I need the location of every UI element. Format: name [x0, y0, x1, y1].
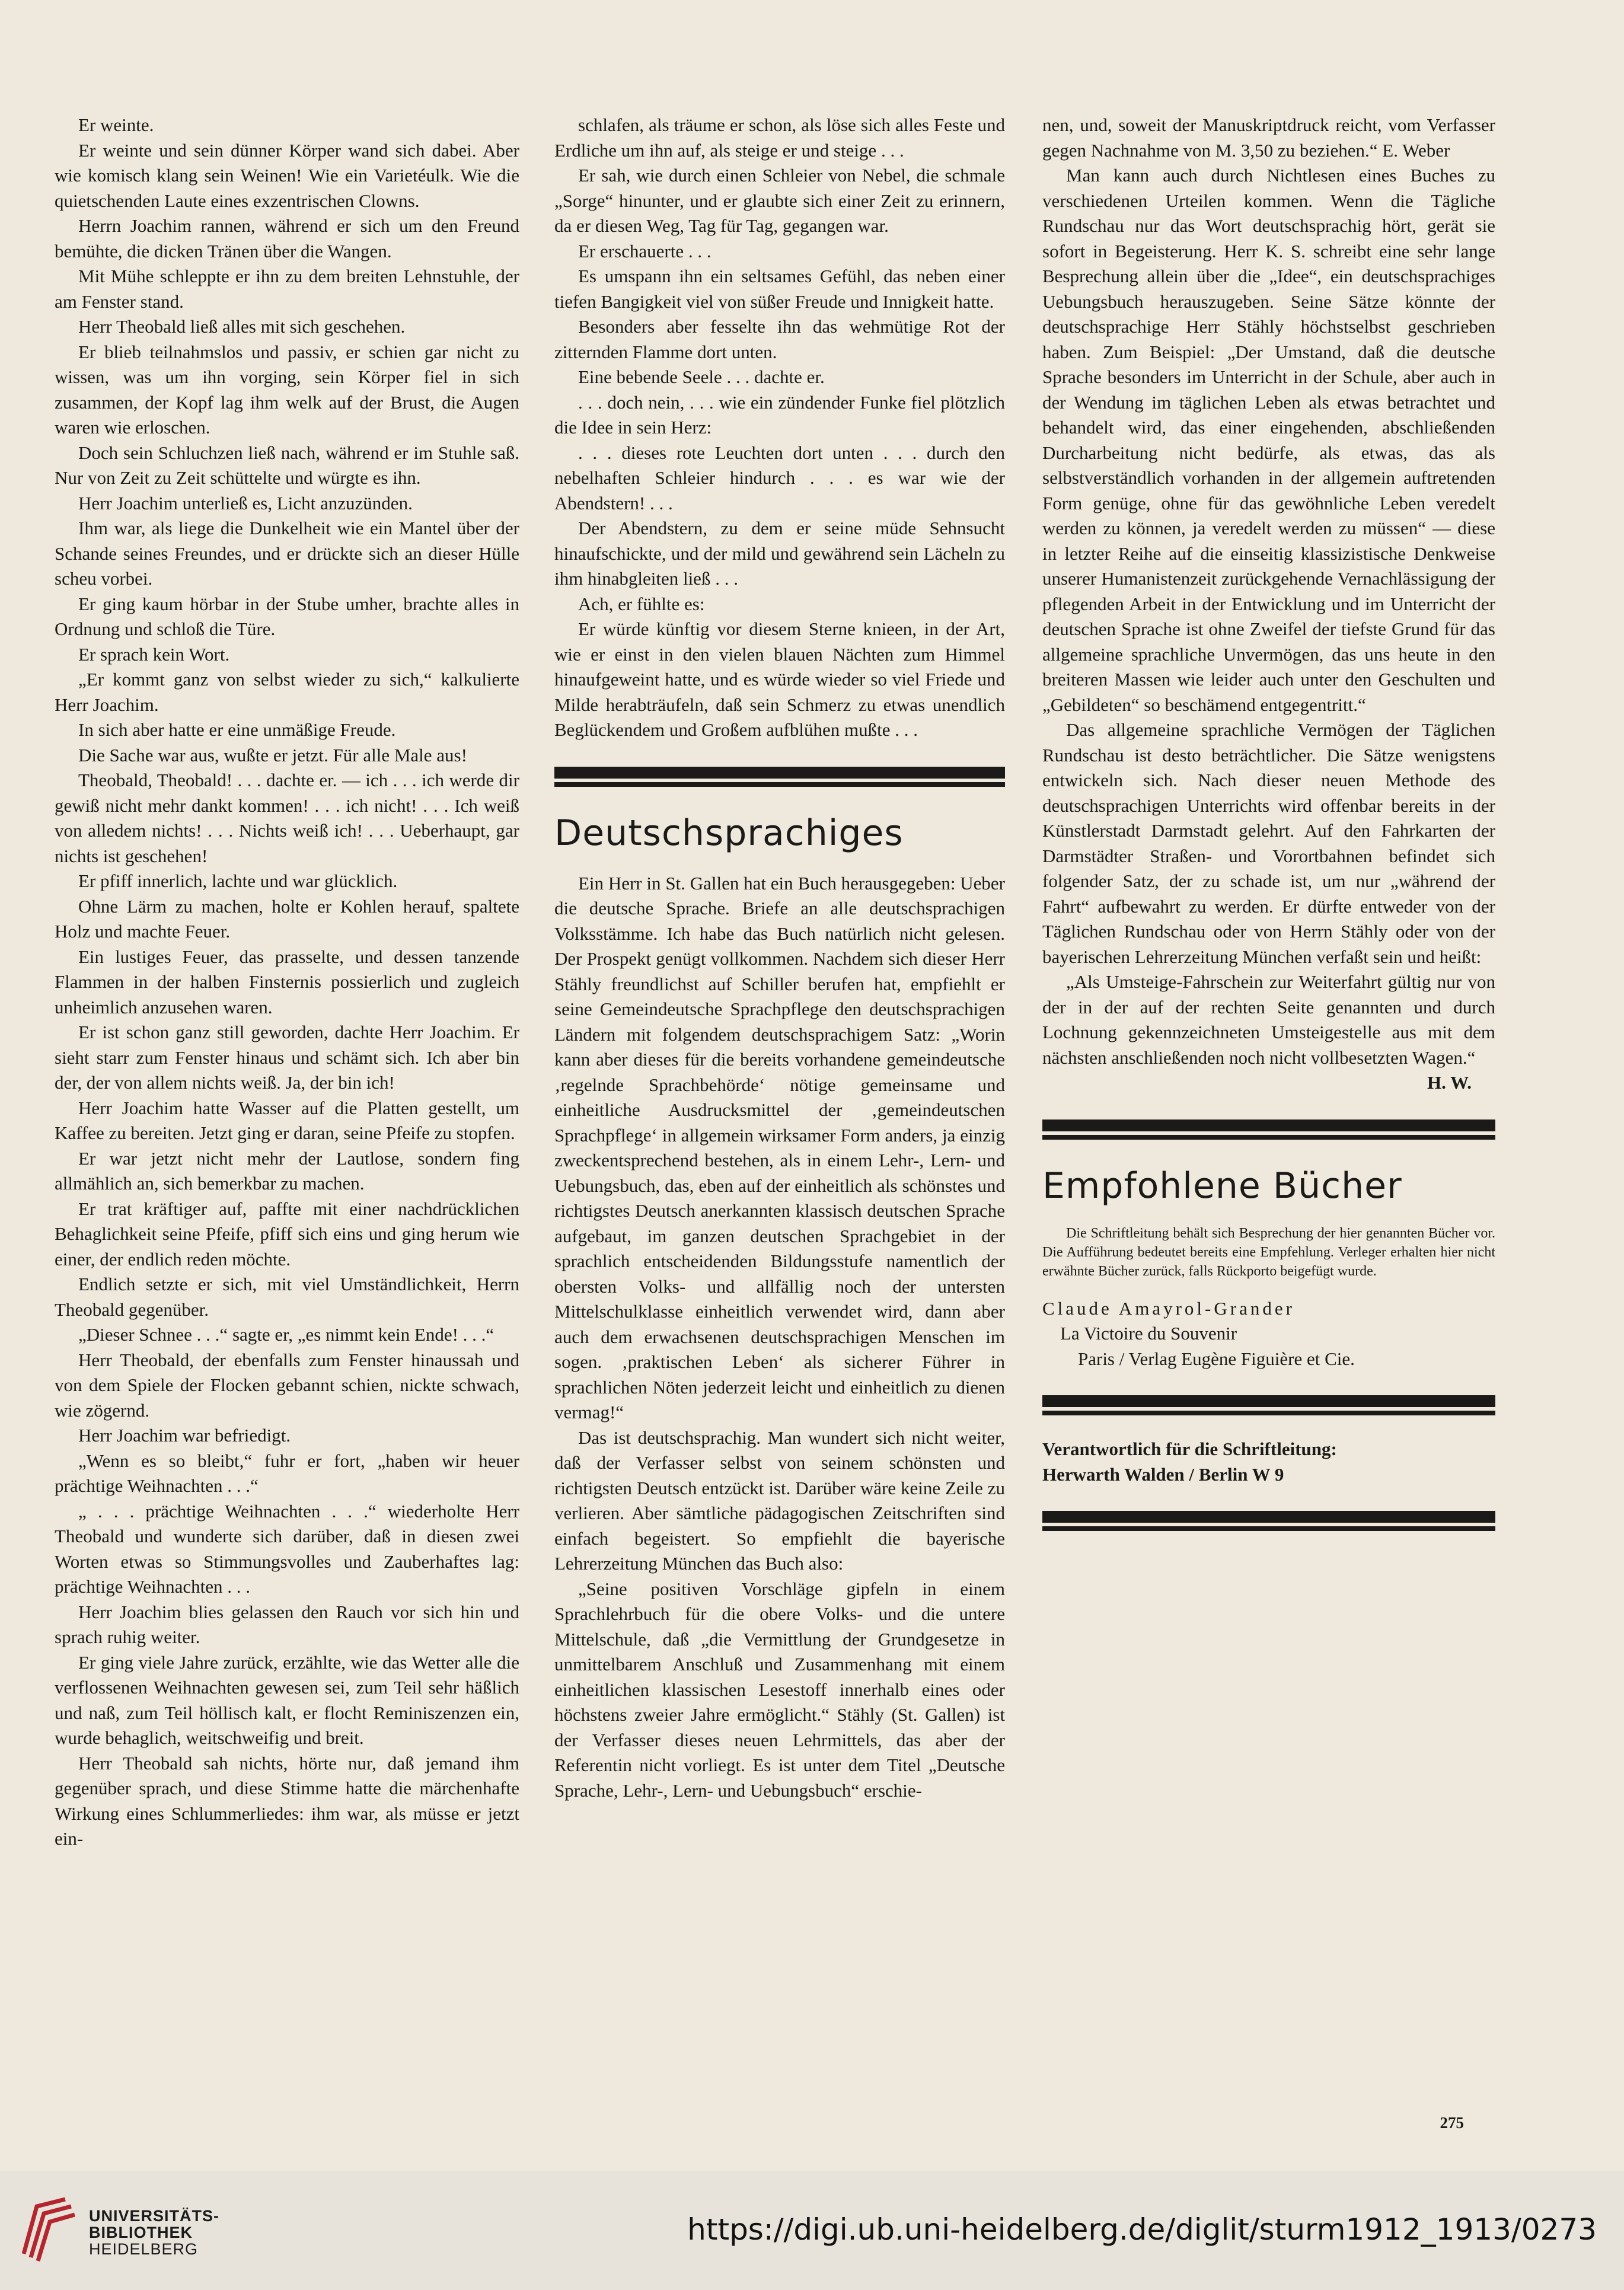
- paragraph: Er weinte und sein dünner Körper wand sich dabei. Aber wie komisch klang sein Weinen! Wie ein Varietéulk. Wie die quietschenden Laute eines exzentrischen Clowns.: [55, 139, 519, 211]
- paragraph: Er sprach kein Wort.: [78, 643, 230, 665]
- paragraph: Er sah, wie durch einen Schleier von Nebel, die schmale „Sorge“ hinunter, und er glaubte sich einer Zeit zu erinnern, da er diesen Weg, Tag für Tag, gegangen war.: [554, 165, 1005, 236]
- paragraph: „Als Umsteige-Fahrschein zur Weiterfahrt gültig nur von der in der auf der rechten Seite genannten und durch Lochnung gekennzeichneten Umsteigestelle aus mit dem nächsten anschließenden noch nicht vollbesetzten Wagen.“: [1042, 971, 1495, 1068]
- paragraph: Er trat kräftiger auf, paffte mit einer nachdrücklichen Behaglichkeit seine Pfeife, pfiff sich eins und ging herum wie einer, der endlich reden möchte.: [55, 1198, 519, 1270]
- library-name-line: BIBLIOTHEK: [89, 2224, 193, 2241]
- paragraph: Er ist schon ganz still geworden, dachte Herr Joachim. Er sieht starr zum Fenster hinaus und schämt sich. Ich aber bin der, der von allem nichts weiß. Ja, der bin ich!: [55, 1022, 519, 1093]
- paragraph: Er ging kaum hörbar in der Stube umher, brachte alles in Ordnung und schloß die Türe.: [55, 593, 519, 639]
- paragraph: Er weinte.: [78, 114, 154, 135]
- section-heading: Deutschsprachiges: [554, 812, 904, 854]
- paragraph: Ein Herr in St. Gallen hat ein Buch herausgegeben: Ueber die deutsche Sprache. Briefe an alle deutschsprachigen Volksstämme. Ich habe das Buch natürlich nicht gelesen. Der Prospekt genügt vollkommen. Nachdem sich dieser Herr Stähly freundlichst auf Schiller berufen hat, empfiehlt er seine Gemeindeutsche Sprachpflege den deutschsprachigen Ländern mit folgendem deutschsprachigem Satz: „Worin kann aber dieses für die bereits vorhandene gemeindeutsche ‚regelnde Sprachbehörde‘ nötige gemeinsame und einheitliche Ausdrucksmittel der ‚gemeindeutschen Sprachpflege‘ in allgemein wirksamer Form anders, ja einzig zweckentsprechend bestehen, als in einem Lehr-, Lern- und Uebungsbuch, das, eben auf der einheitlich als schönstes und richtigstes Deutsch anerkannten klassisch deutschen Sprache aufgebaut, im ganzen deutschen Sprachgebiet in der sprachlich entscheidenden Bildungsstufe namentlich der obersten Volks- und allfällig noch der untersten Mittelschulklasse einheitlich verwendet wird, dann aber auch dem erwachsenen deutschsprachigen Menschen im sogen. ‚praktischen Leben‘ als sicherer Führer in sprachlichen Nöten jederzeit leicht und einheitlich zu dienen vermag!“: [554, 872, 1005, 1423]
- paragraph: „ . . . prächtige Weihnachten . . .“ wiederholte Herr Theobald und wunderte sich darüber, daß in diesen zwei Worten etwas so Stimmungsvolles und Zauberhaftes lag: prächtige Weihnachten . . .: [55, 1500, 519, 1597]
- library-name-line: HEIDELBERG: [89, 2240, 199, 2258]
- paragraph: Ihm war, als liege die Dunkelheit wie ein Mantel über der Schande seines Freundes, und er drückte sich an dieser Hülle scheu vorbei.: [55, 518, 519, 589]
- paragraph: Er blieb teilnahmslos und passiv, er schien gar nicht zu wissen, was um ihn vorging, sein Körper fiel in sich zusammen, der Kopf lag ihm welk auf der Brust, die Augen waren wie erloschen.: [55, 341, 519, 438]
- paragraph: Besonders aber fesselte ihn das wehmütige Rot der zitternden Flamme dort unten.: [554, 316, 1005, 362]
- paragraph: Endlich setzte er sich, mit viel Umständlichkeit, Herrn Theobald gegenüber.: [55, 1274, 519, 1320]
- column-1: [55, 113, 519, 1852]
- paragraph: Man kann auch durch Nichtlesen eines Buches zu verschiedenen Urteilen kommen. Wenn die Tägliche Rundschau nur das Wort deutschsprachig hört, gerät sie sofort in Begeisterung. Herr K. S. schreibt eine sehr lange Besprechung allein über die „Idee“, ein deutschsprachiges Uebungsbuch herauszugeben. Seine Sätze könnte der deutschsprachige Herr Stähly höchstselbst geschrieben haben. Zum Beispiel: „Der Umstand, daß die deutsche Sprache besonders im Unterricht in der Schule, aber auch in der Wendung im täglichen Leben als etwas betrachtet und behandelt wird, das einer eingehenden, abschließenden Durcharbeitung nicht bedürfe, als etwas, das als selbstverständlich vorhanden in der allgemein auftretenden Form genüge, ohne für das gewöhnliche Leben veredelt werden zu können, ja veredelt werden zu müssen“ — diese in letzter Reihe auf die einseitig klassizistische Denkweise unserer Humanistenzeit zurückgehende Vernachlässigung der pflegenden Arbeit in der Entwicklung und im Unterricht der deutschen Sprache ist ohne Zweifel der tiefste Grund für das allgemeine sprachliche Unvermögen, das uns heute in den breiteren Massen wie leider auch unter den Geschulten und „Gebildeten“ so beschämend entgegentritt.“: [1042, 165, 1495, 715]
- paragraph: Herr Joachim hatte Wasser auf die Platten gestellt, um Kaffee zu bereiten. Jetzt ging er daran, seine Pfeife zu stopfen.: [55, 1097, 519, 1143]
- books-heading: Empfohlene Bücher: [1042, 1165, 1402, 1207]
- paragraph: Doch sein Schluchzen ließ nach, während er im Stuhle saß. Nur von Zeit zu Zeit schüttelte und würgte es ihn.: [55, 442, 519, 488]
- paragraph: Herr Joachim unterließ es, Licht anzuzünden.: [78, 492, 413, 514]
- paragraph: Herrn Joachim rannen, während er sich um den Freund bemühte, die dicken Tränen über die Wangen.: [55, 215, 519, 261]
- paragraph: „Wenn es so bleibt,“ fuhr er fort, „haben wir heuer prächtige Weihnachten . . .“: [55, 1450, 519, 1496]
- paragraph: . . . doch nein, . . . wie ein zündender Funke fiel plötzlich die Idee in sein Herz:: [554, 391, 1005, 438]
- signoff: H. W.: [1427, 1072, 1472, 1093]
- paragraph: „Dieser Schnee . . .“ sagte er, „es nimmt kein Ende! . . .“: [78, 1324, 494, 1345]
- source-url[interactable]: https://digi.ub.uni-heidelberg.de/diglit/sturm1912_1913/0273: [687, 2212, 1597, 2247]
- paragraph: Herr Joachim war befriedigt.: [78, 1425, 291, 1446]
- book-author: Claude Amayrol-Grander: [1042, 1297, 1295, 1319]
- paragraph: In sich aber hatte er eine unmäßige Freude.: [78, 719, 396, 740]
- paragraph: Er erschauerte . . .: [578, 240, 712, 261]
- paragraph: Herr Theobald, der ebenfalls zum Fenster hinaussah und von dem Spiele der Flocken gebannt schien, nickte schwach, wie zögernd.: [55, 1349, 519, 1421]
- section-divider: [1042, 1511, 1495, 1526]
- footer-bar: [0, 2171, 1624, 2290]
- column-3: [1042, 113, 1495, 1552]
- column-2: [554, 113, 1005, 1803]
- section-divider: [1042, 1395, 1495, 1411]
- paragraph: Herr Theobald ließ alles mit sich geschehen.: [78, 316, 406, 337]
- paragraph: . . . dieses rote Leuchten dort unten . . . durch den nebelhaften Schleier hindurch . . . es war wie der Abendstern! . . .: [554, 442, 1005, 514]
- paragraph: Es umspann ihn ein seltsames Gefühl, das neben einer tiefen Bangigkeit viel von süßer Freude und Innigkeit hatte.: [554, 266, 1005, 312]
- library-name: [89, 2208, 219, 2257]
- paragraph: „Seine positiven Vorschläge gipfeln in einem Sprachlehrbuch für die obere Volks- und die untere Mittelschule, daß „die Vermittlung der Grundgesetze in unmittelbarem Anschluß und Zusammenhang mit einem einheitlichen klassischen Lesestoff innerhalb eines oder höchstens zweier Jahre ermöglicht.“ Stähly (St. Gallen) ist der Verfasser dieses neuen Lehrmittels, das aber der Referentin nicht vorliegt. Es ist unter dem Titel „Deutsche Sprache, Lehr-, Lern- und Uebungsbuch“ erschie-: [554, 1578, 1005, 1801]
- responsible-label: Verantwortlich für die Schriftleitung:: [1042, 1439, 1337, 1459]
- paragraph: Er war jetzt nicht mehr der Lautlose, sondern fing allmählich an, sich bemerkbar zu machen.: [55, 1147, 519, 1194]
- section-divider: [554, 767, 1005, 782]
- paragraph: Er pfiff innerlich, lachte und war glücklich.: [78, 870, 398, 891]
- paragraph: Der Abendstern, zu dem er seine müde Sehnsucht hinaufschickte, und der mild und gewährend sein Lächeln zu ihm hinabgleiten ließ . . .: [554, 518, 1005, 589]
- paragraph: Er würde künftig vor diesem Sterne knieen, in der Art, wie er einst in den vielen blauen Nächten zum Himmel hinaufgeweint hatte, und es würde wieder so viel Friede und Milde herabträufeln, daß sein Schmerz zu etwas unendlich Beglückendem und Großem aufblühen mußte . . .: [554, 618, 1005, 740]
- page-number: 275: [1440, 2114, 1464, 2132]
- paragraph: Eine bebende Seele . . . dachte er.: [578, 366, 825, 387]
- book-title: La Victoire du Souvenir: [1060, 1323, 1237, 1344]
- paragraph: Er ging viele Jahre zurück, erzählte, wie das Wetter alle die verflossenen Weihnachten gewesen sei, zum Teil sehr häßlich und naß, zum Teil höllisch kalt, er flocht Reminiszenzen ein, wurde behaglich, weitschweifig und breit.: [55, 1651, 519, 1748]
- paragraph: schlafen, als träume er schon, als löse sich alles Feste und Erdliche um ihn auf, als steige er und steige . . .: [554, 114, 1005, 161]
- paragraph: Die Sache war aus, wußte er jetzt. Für alle Male aus!: [78, 744, 467, 766]
- paragraph: Das allgemeine sprachliche Vermögen der Täglichen Rundschau ist desto beträchtlicher. Die Sätze wenigstens entwickeln sich. Nach dieser neuen Methode des deutschsprachigen Unterrichts wird offenbar bereits in der Künstlerstadt Darmstadt gelehrt. Auf den Fahrkarten der Darmstädter Straßen- und Vorortbahnen befindet sich folgender Satz, der zu schade ist, um nur „während der Fahrt“ aufbewahrt zu werden. Er dürfte entweder von der Täglichen Rundschau oder von Herrn Stähly oder von der bayerischen Lehrerzeitung München verfaßt sein und heißt:: [1042, 719, 1495, 967]
- book-publisher: Paris / Verlag Eugène Figuière et Cie.: [1078, 1348, 1355, 1369]
- paragraph: Herr Theobald sah nichts, hörte nur, daß jemand ihm gegenüber sprach, und diese Stimme hatte die märchenhafte Wirkung eines Schlummerliedes: ihm war, als müsse er jetzt ein-: [55, 1752, 519, 1849]
- library-name-line: UNIVERSITÄTS-: [89, 2207, 220, 2225]
- paragraph: „Er kommt ganz von selbst wieder zu sich,“ kalkulierte Herr Joachim.: [55, 669, 519, 715]
- paragraph: Theobald, Theobald! . . . dachte er. — ich . . . ich werde dir gewiß nicht mehr dankt kommen! . . . ich nicht! . . . Ich weiß von alledem nichts! . . . Nichts weiß ich! . . . Ueberhaupt, gar nichts ist geschehen!: [55, 770, 519, 866]
- library-logo-icon: [19, 2196, 78, 2264]
- paragraph: Ach, er fühlte es:: [578, 593, 705, 614]
- paragraph: Mit Mühe schleppte er ihn zu dem breiten Lehnstuhle, der am Fenster stand.: [55, 266, 519, 312]
- paragraph: Herr Joachim blies gelassen den Rauch vor sich hin und sprach ruhig weiter.: [55, 1601, 519, 1647]
- section-divider: [1042, 1120, 1495, 1135]
- paragraph: Ohne Lärm zu machen, holte er Kohlen herauf, spaltete Holz und machte Feuer.: [55, 895, 519, 942]
- paragraph: Ein lustiges Feuer, das prasselte, und dessen tanzende Flammen in der halben Finsternis possierlich und zugleich unheimlich anzusehen waren.: [55, 946, 519, 1018]
- paragraph: nen, und, soweit der Manuskriptdruck reicht, vom Verfasser gegen Nachnahme von M. 3,50 zu beziehen.“ E. Weber: [1042, 114, 1495, 161]
- responsible-name: Herwarth Walden / Berlin W 9: [1042, 1463, 1284, 1485]
- paragraph: Das ist deutschsprachig. Man wundert sich nicht weiter, daß der Verfasser selbst von seinem schönsten und richtigsten Deutsch entzückt ist. Darüber wäre keine Zeile zu verlieren. Aber sämtliche pädagogischen Zeitschriften sind einfach begeistert. So empfiehlt die bayerische Lehrerzeitung München das Buch also:: [554, 1427, 1005, 1574]
- books-note: Die Schriftleitung behält sich Besprechung der hier genannten Bücher vor. Die Aufführung bedeutet bereits eine Empfehlung. Verleger erhalten hier nicht erwähnte Bücher zurück, falls Rückporto beigefügt wurde.: [1042, 1225, 1495, 1279]
